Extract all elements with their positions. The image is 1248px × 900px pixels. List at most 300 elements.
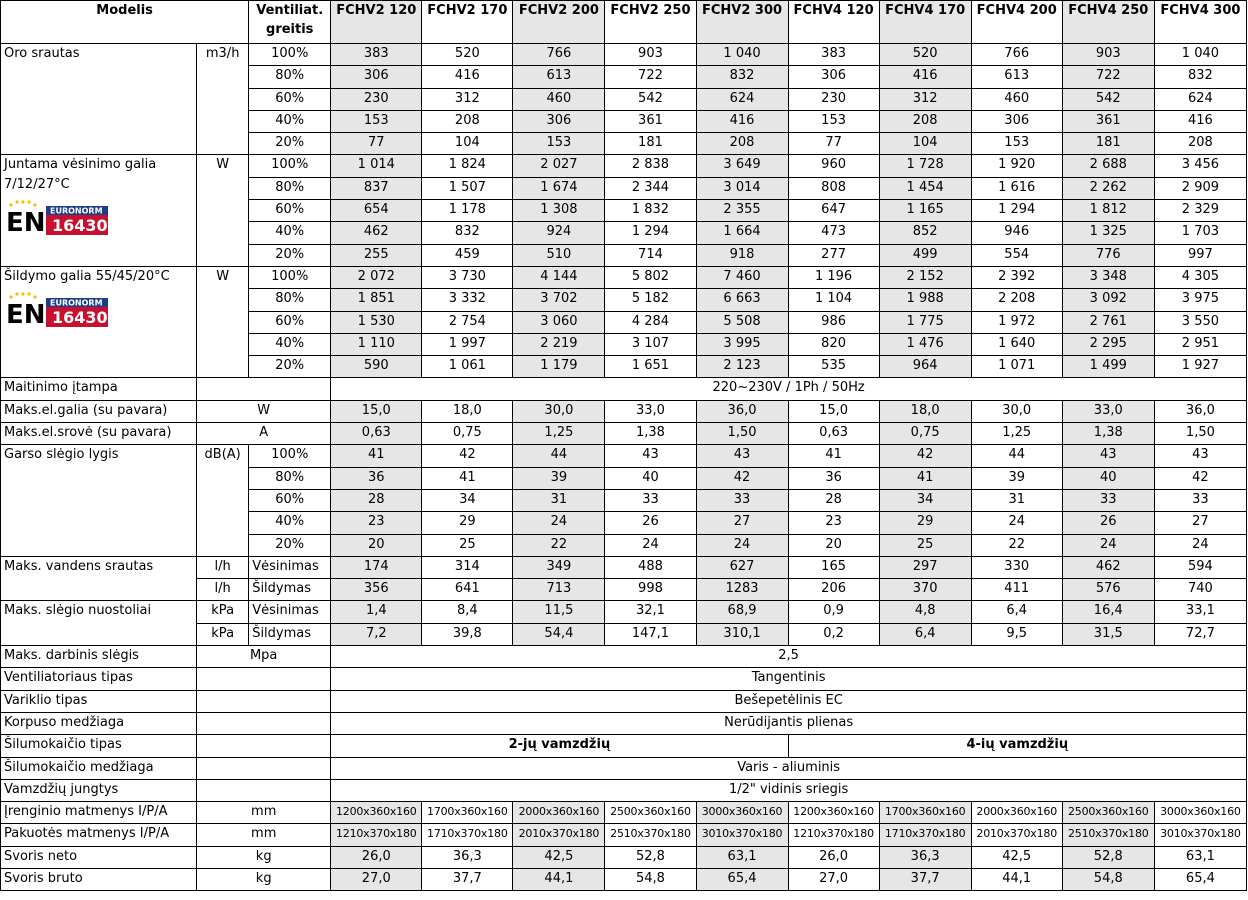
value-cell: 613 [971,66,1062,88]
value-cell: 0,9 [788,601,879,623]
pressure_loss-mode: Šildymas [249,623,331,645]
weight_net-unit: kg [197,846,331,868]
value-cell: 65,4 [696,868,788,890]
value-cell: 44 [971,445,1062,467]
value-cell: 1 196 [788,266,879,288]
table-row [1,646,1247,668]
value-cell: 7,2 [331,623,422,645]
max_working_pressure-value: 2,5 [331,646,1247,668]
value-cell: 924 [513,222,605,244]
value-cell: 42,5 [971,846,1062,868]
value-cell: 1 972 [971,311,1062,333]
water_flow-mode: Vėsinimas [249,556,331,578]
value-cell: 1 294 [605,222,696,244]
value-cell: 2 754 [422,311,513,333]
value-cell: 1200x360x160 [788,802,879,824]
value-cell: 2 027 [513,155,605,177]
max_current-label: Maks.el.srovė (su pavara) [1,423,197,445]
value-cell: 24 [605,534,696,556]
value-cell: 44,1 [513,868,605,890]
euronorm-text: EURONORM [50,298,103,308]
value-cell: 40 [605,467,696,489]
value-cell: 174 [331,556,422,578]
value-cell: 3 995 [696,333,788,355]
table-row [1,779,1247,801]
value-cell: 306 [331,66,422,88]
table-row [1,445,1247,467]
value-cell: 306 [971,110,1062,132]
value-cell: 1,50 [1154,423,1246,445]
model-header: FCHV4 120 [788,1,879,44]
value-cell: 24 [971,512,1062,534]
value-cell: 832 [1154,66,1246,88]
value-cell: 37,7 [879,868,971,890]
sound-label [1,445,197,556]
value-cell: 459 [422,244,513,266]
value-cell: 18,0 [422,400,513,422]
table-row [1,690,1247,712]
value-cell: 26,0 [788,846,879,868]
table-row [1,423,1247,445]
speed-cell: 100% [249,445,331,467]
value-cell: 5 802 [605,266,696,288]
value-cell: 1 997 [422,333,513,355]
value-cell: 1210x370x180 [331,824,422,846]
value-cell: 25 [422,534,513,556]
value-cell: 624 [696,88,788,110]
housing-value: Nerūdijantis plienas [331,712,1247,734]
value-cell: 314 [422,556,513,578]
value-cell: 3 975 [1154,289,1246,311]
speed-cell: 40% [249,512,331,534]
table-row [1,400,1247,422]
value-cell: 462 [331,222,422,244]
value-cell: 153 [331,110,422,132]
fan_type-label: Ventiliatoriaus tipas [1,668,197,690]
value-cell: 383 [331,44,422,66]
value-cell: 2 392 [971,266,1062,288]
value-cell: 1 110 [331,333,422,355]
value-cell: 986 [788,311,879,333]
code-text: 16430 [52,307,108,327]
value-cell: 7 460 [696,266,788,288]
value-cell: 3 107 [605,333,696,355]
value-cell: 1 014 [331,155,422,177]
value-cell: 52,8 [605,846,696,868]
value-cell: 460 [513,88,605,110]
value-cell: 1 454 [879,177,971,199]
value-cell: 1 775 [879,311,971,333]
value-cell: 613 [513,66,605,88]
value-cell: 1 664 [696,222,788,244]
value-cell: 3000x360x160 [1154,802,1246,824]
value-cell: 31 [513,489,605,511]
value-cell: 43 [605,445,696,467]
value-cell: 462 [1062,556,1154,578]
pack_dims-label: Pakuotės matmenys I/P/A [1,824,197,846]
max_power-label: Maks.el.galia (su pavara) [1,400,197,422]
air_flow-unit: m3/h [197,44,249,155]
value-cell: 77 [331,133,422,155]
hex_material-label: Šilumokaičio medžiaga [1,757,197,779]
value-cell: 42 [422,445,513,467]
value-cell: 6 663 [696,289,788,311]
table-row [1,846,1247,868]
value-cell: 24 [696,534,788,556]
value-cell: 0,75 [879,423,971,445]
value-cell: 3 060 [513,311,605,333]
value-cell: 29 [422,512,513,534]
value-cell: 2 688 [1062,155,1154,177]
value-cell: 1,25 [971,423,1062,445]
value-cell: 34 [422,489,513,511]
value-cell: 54,4 [513,623,605,645]
speed-cell: 80% [249,467,331,489]
value-cell: 2010x370x180 [971,824,1062,846]
value-cell: 411 [971,579,1062,601]
hex_material-value: Varis - aliuminis [331,757,1247,779]
pipe_connections-label: Vamzdžių jungtys [1,779,197,801]
value-cell: 104 [422,133,513,155]
speed-cell: 80% [249,66,331,88]
value-cell: 416 [879,66,971,88]
speed-cell: 100% [249,266,331,288]
value-cell: 41 [422,467,513,489]
value-cell: 44 [513,445,605,467]
value-cell: 3 456 [1154,155,1246,177]
value-cell: 4,8 [879,601,971,623]
value-cell: 356 [331,579,422,601]
value-cell: 416 [696,110,788,132]
value-cell: 44,1 [971,868,1062,890]
value-cell: 1 920 [971,155,1062,177]
value-cell: 903 [605,44,696,66]
value-cell: 63,1 [1154,846,1246,868]
value-cell: 6,4 [971,601,1062,623]
hex_type-blank [197,735,331,757]
water_flow-label: Maks. vandens srautas [1,556,197,601]
speed-cell: 60% [249,200,331,222]
hex_type-label: Šilumokaičio tipas [1,735,197,757]
value-cell: 15,0 [331,400,422,422]
value-cell: 2 838 [605,155,696,177]
en-text: EN [6,208,46,239]
speed-cell: 20% [249,244,331,266]
model-header: FCHV2 200 [513,1,605,44]
value-cell: 416 [422,66,513,88]
value-cell: 370 [879,579,971,601]
value-cell: 998 [605,579,696,601]
model-header: FCHV2 120 [331,1,422,44]
value-cell: 964 [879,356,971,378]
value-cell: 52,8 [1062,846,1154,868]
value-cell: 2 355 [696,200,788,222]
heating-unit: W [197,266,249,377]
value-cell: 36 [331,467,422,489]
value-cell: 20 [788,534,879,556]
value-cell: 590 [331,356,422,378]
value-cell: 230 [788,88,879,110]
heating-label-text: Šildymo galia 55/45/20°C [4,268,170,284]
value-cell: 33 [1062,489,1154,511]
value-cell: 1 640 [971,333,1062,355]
value-cell: 24 [1062,534,1154,556]
value-cell: 32,1 [605,601,696,623]
value-cell: 27 [696,512,788,534]
value-cell: 2500x360x160 [605,802,696,824]
table-row [1,757,1247,779]
value-cell: 832 [696,66,788,88]
cooling-unit: W [197,155,249,266]
table-row [1,378,1247,400]
value-cell: 25 [879,534,971,556]
value-cell: 42 [696,467,788,489]
value-cell: 654 [331,200,422,222]
value-cell: 181 [1062,133,1154,155]
value-cell: 3000x360x160 [696,802,788,824]
value-cell: 330 [971,556,1062,578]
value-cell: 306 [513,110,605,132]
value-cell: 29 [879,512,971,534]
unit_dims-unit: mm [197,802,331,824]
euronorm-badge [6,199,194,246]
value-cell: 1710x370x180 [879,824,971,846]
value-cell: 43 [1062,445,1154,467]
value-cell: 3 332 [422,289,513,311]
euronorm-text: EURONORM [50,206,103,216]
value-cell: 0,75 [422,423,513,445]
value-cell: 30,0 [513,400,605,422]
value-cell: 24 [513,512,605,534]
value-cell: 37,7 [422,868,513,890]
value-cell: 0,63 [331,423,422,445]
table-row [1,266,1247,288]
value-cell: 1 061 [422,356,513,378]
value-cell: 16,4 [1062,601,1154,623]
value-cell: 2 262 [1062,177,1154,199]
sound-label-text: Garso slėgio lygis [4,447,119,463]
weight_gross-unit: kg [197,868,331,890]
voltage-blank [197,378,331,400]
value-cell: 8,4 [422,601,513,623]
model-header: FCHV4 170 [879,1,971,44]
value-cell: 1283 [696,579,788,601]
value-cell: 2000x360x160 [971,802,1062,824]
value-cell: 306 [788,66,879,88]
value-cell: 1 988 [879,289,971,311]
value-cell: 722 [605,66,696,88]
value-cell: 255 [331,244,422,266]
value-cell: 3 550 [1154,311,1246,333]
table-row [1,668,1247,690]
table-row [1,735,1247,757]
speed-cell: 40% [249,110,331,132]
value-cell: 153 [513,133,605,155]
value-cell: 499 [879,244,971,266]
value-cell: 2 951 [1154,333,1246,355]
value-cell: 1 165 [879,200,971,222]
value-cell: 2 219 [513,333,605,355]
model-header: FCHV4 200 [971,1,1062,44]
weight_net-label: Svoris neto [1,846,197,868]
value-cell: 18,0 [879,400,971,422]
value-cell: 2 208 [971,289,1062,311]
value-cell: 960 [788,155,879,177]
speed-header-line2: greitis [266,22,314,37]
value-cell: 837 [331,177,422,199]
value-cell: 27 [1154,512,1246,534]
value-cell: 34 [879,489,971,511]
speed-cell: 80% [249,177,331,199]
heating-label [1,266,197,377]
water_flow-unit: l/h [197,579,249,601]
value-cell: 36 [788,467,879,489]
value-cell: 766 [971,44,1062,66]
water_flow-unit: l/h [197,556,249,578]
value-cell: 312 [879,88,971,110]
value-cell: 181 [605,133,696,155]
value-cell: 26,0 [331,846,422,868]
value-cell: 11,5 [513,601,605,623]
euronorm-logo-icon [6,291,110,331]
value-cell: 766 [513,44,605,66]
motor_type-value: Bešepetėlinis EC [331,690,1247,712]
value-cell: 1 040 [696,44,788,66]
value-cell: 1 616 [971,177,1062,199]
value-cell: 852 [879,222,971,244]
unit_dims-label: Įrenginio matmenys I/P/A [1,802,197,824]
value-cell: 277 [788,244,879,266]
value-cell: 42,5 [513,846,605,868]
value-cell: 832 [422,222,513,244]
table-row [1,155,1247,177]
value-cell: 1 812 [1062,200,1154,222]
weight_gross-label: Svoris bruto [1,868,197,890]
value-cell: 2 329 [1154,200,1246,222]
value-cell: 1 651 [605,356,696,378]
fan_type-value: Tangentinis [331,668,1247,690]
sound-unit: dB(A) [197,445,249,556]
value-cell: 33 [696,489,788,511]
value-cell: 42 [1154,467,1246,489]
value-cell: 3010x370x180 [696,824,788,846]
cooling-label-line2: 7/12/27°C [4,177,70,193]
value-cell: 22 [971,534,1062,556]
value-cell: 641 [422,579,513,601]
euronorm-logo-icon [6,199,110,239]
value-cell: 1 824 [422,155,513,177]
value-cell: 627 [696,556,788,578]
value-cell: 297 [879,556,971,578]
value-cell: 1,4 [331,601,422,623]
value-cell: 1,38 [1062,423,1154,445]
model-header: FCHV4 300 [1154,1,1246,44]
value-cell: 1200x360x160 [331,802,422,824]
value-cell: 4 144 [513,266,605,288]
value-cell: 776 [1062,244,1154,266]
value-cell: 36,3 [422,846,513,868]
table-row [1,44,1247,66]
value-cell: 3 014 [696,177,788,199]
value-cell: 27,0 [331,868,422,890]
fan_type-blank [197,668,331,690]
value-cell: 26 [605,512,696,534]
value-cell: 165 [788,556,879,578]
value-cell: 72,7 [1154,623,1246,645]
value-cell: 624 [1154,88,1246,110]
value-cell: 68,9 [696,601,788,623]
value-cell: 2 344 [605,177,696,199]
cooling-label-line1: Juntama vėsinimo galia [4,157,157,173]
value-cell: 488 [605,556,696,578]
value-cell: 3 730 [422,266,513,288]
value-cell: 6,4 [879,623,971,645]
value-cell: 2 123 [696,356,788,378]
value-cell: 23 [788,512,879,534]
value-cell: 2 295 [1062,333,1154,355]
value-cell: 1 325 [1062,222,1154,244]
speed-header-line1: Ventiliat. [256,3,324,18]
value-cell: 153 [971,133,1062,155]
voltage-value: 220~230V / 1Ph / 50Hz [331,378,1247,400]
value-cell: 2510x370x180 [605,824,696,846]
value-cell: 26 [1062,512,1154,534]
value-cell: 0,2 [788,623,879,645]
model-header: FCHV4 250 [1062,1,1154,44]
housing-label: Korpuso medžiaga [1,712,197,734]
value-cell: 208 [1154,133,1246,155]
value-cell: 1210x370x180 [788,824,879,846]
value-cell: 42 [879,445,971,467]
table-row [1,802,1247,824]
value-cell: 33 [605,489,696,511]
value-cell: 713 [513,579,605,601]
value-cell: 349 [513,556,605,578]
value-cell: 22 [513,534,605,556]
speed-cell: 20% [249,133,331,155]
value-cell: 41 [879,467,971,489]
value-cell: 1 703 [1154,222,1246,244]
value-cell: 1 179 [513,356,605,378]
value-cell: 104 [879,133,971,155]
air_flow-label [1,44,197,155]
value-cell: 1 832 [605,200,696,222]
table-row [1,556,1247,578]
value-cell: 820 [788,333,879,355]
cooling-label [1,155,197,266]
value-cell: 2 072 [331,266,422,288]
value-cell: 0,63 [788,423,879,445]
value-cell: 1 294 [971,200,1062,222]
speed-cell: 100% [249,44,331,66]
pressure_loss-mode: Vėsinimas [249,601,331,623]
value-cell: 3 348 [1062,266,1154,288]
value-cell: 147,1 [605,623,696,645]
speed-cell: 20% [249,356,331,378]
value-cell: 208 [879,110,971,132]
value-cell: 63,1 [696,846,788,868]
value-cell: 31 [971,489,1062,511]
pressure_loss-label: Maks. slėgio nuostoliai [1,601,197,646]
value-cell: 28 [788,489,879,511]
value-cell: 5 508 [696,311,788,333]
value-cell: 1 927 [1154,356,1246,378]
value-cell: 2010x370x180 [513,824,605,846]
value-cell: 43 [1154,445,1246,467]
value-cell: 3 649 [696,155,788,177]
value-cell: 3010x370x180 [1154,824,1246,846]
value-cell: 918 [696,244,788,266]
